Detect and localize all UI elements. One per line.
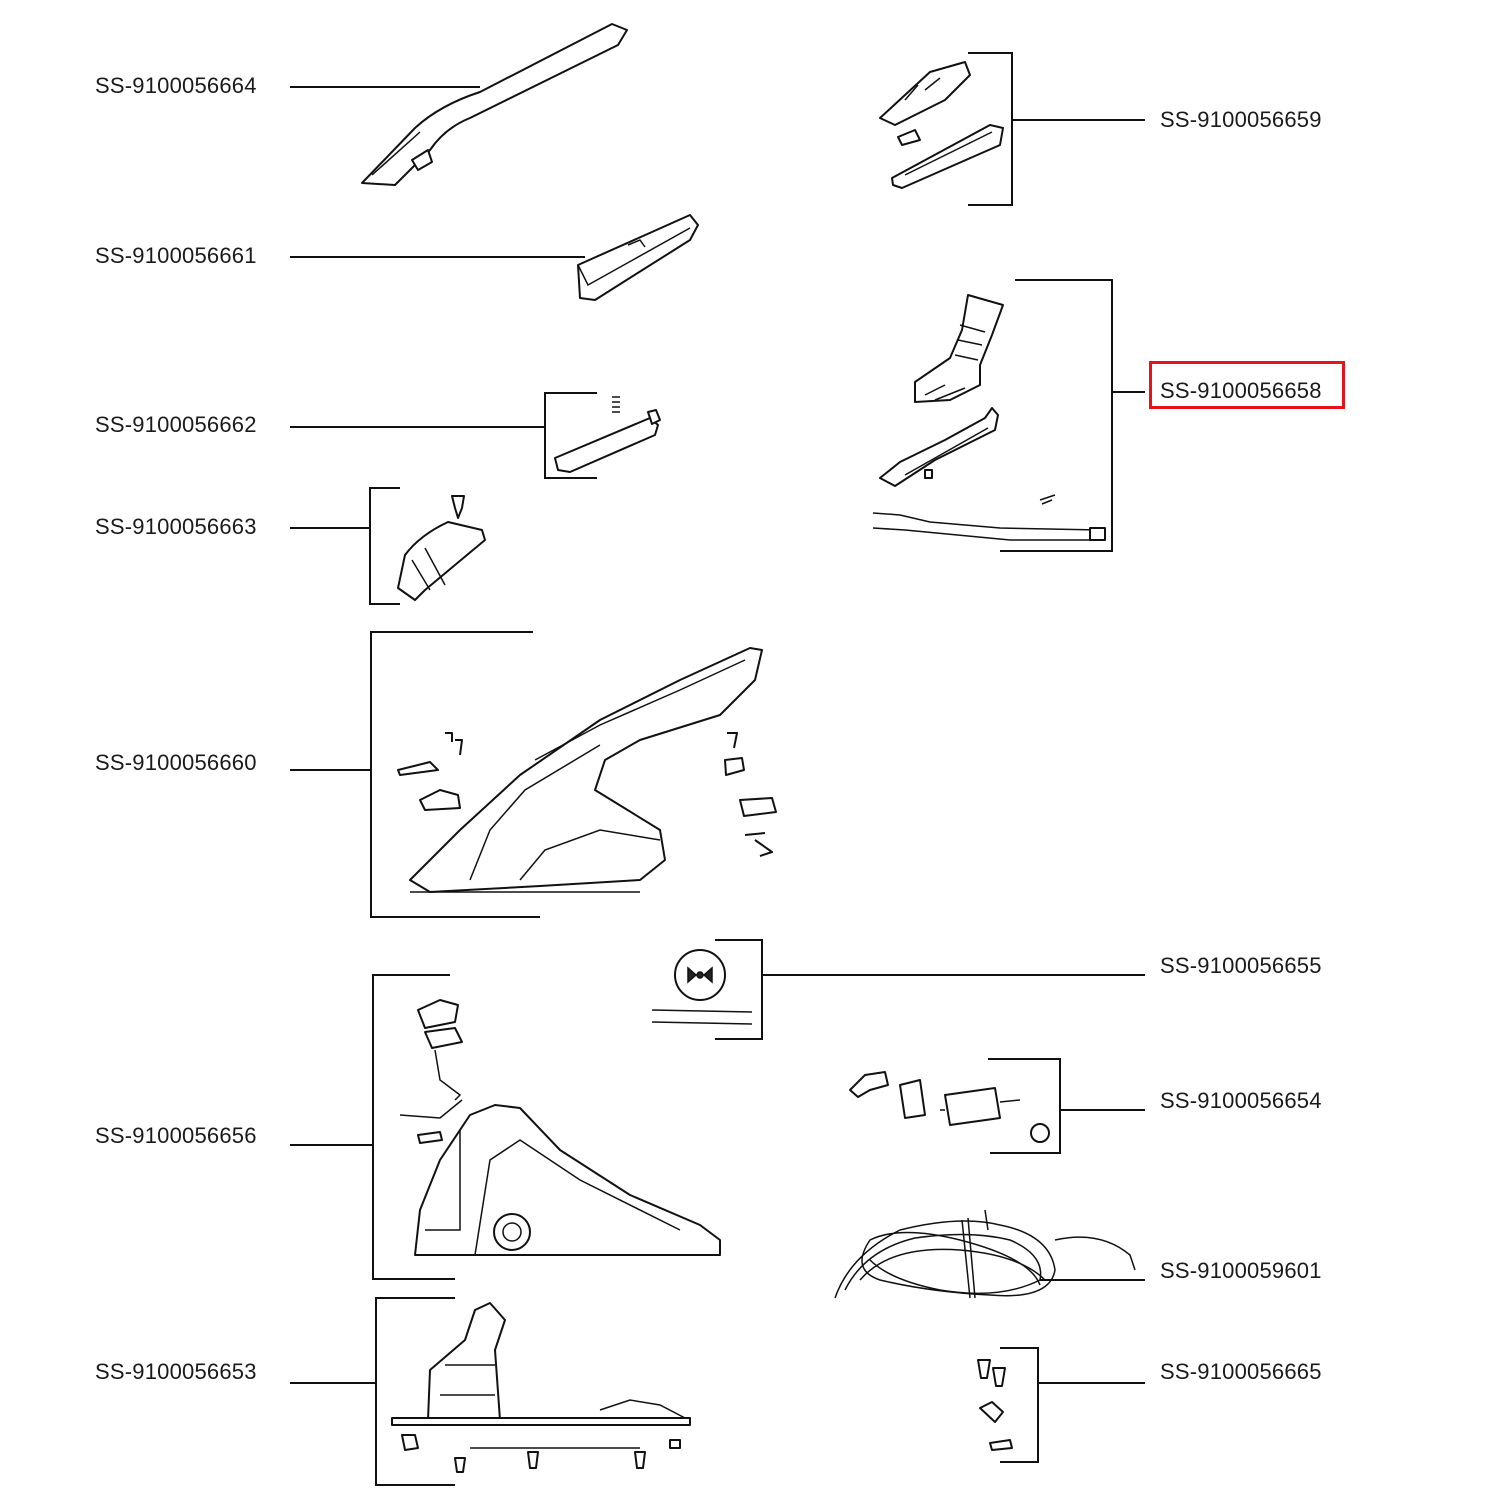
base-assembly-drawing — [400, 1000, 720, 1255]
part-label-9100056659[interactable]: SS-9100056659 — [1160, 107, 1322, 132]
part-label-9100056658[interactable]: SS-9100056658 — [1160, 378, 1322, 403]
front-cap-drawing — [398, 496, 485, 600]
part-label-9100056656[interactable]: SS-9100056656 — [95, 1123, 257, 1148]
valve-assembly-drawing — [873, 295, 1105, 540]
switch-assembly-drawing — [880, 62, 1003, 188]
part-label-9100056662[interactable]: SS-9100056662 — [95, 412, 257, 437]
part-label-9100056661[interactable]: SS-9100056661 — [95, 243, 257, 268]
housing-assembly-drawing — [398, 648, 776, 892]
base-plate-drawing — [392, 1303, 690, 1472]
trigger-drawing — [578, 215, 698, 300]
part-label-9100056653[interactable]: SS-9100056653 — [95, 1359, 257, 1384]
part-label-9100056663[interactable]: SS-9100056663 — [95, 514, 257, 539]
power-cord-drawing — [835, 1210, 1135, 1298]
handle-top-cover-drawing — [362, 24, 627, 185]
part-label-9100056665[interactable]: SS-9100056665 — [1160, 1359, 1322, 1384]
part-label-9100056654[interactable]: SS-9100056654 — [1160, 1088, 1322, 1113]
screws-drawing — [978, 1360, 1012, 1450]
lever-drawing — [555, 397, 660, 472]
part-label-9100056664[interactable]: SS-9100056664 — [95, 73, 257, 98]
part-label-9100059601[interactable]: SS-9100059601 — [1160, 1258, 1322, 1283]
knob-assembly-drawing — [652, 950, 752, 1024]
part-label-9100056655[interactable]: SS-9100056655 — [1160, 953, 1322, 978]
pump-assembly-drawing — [850, 1072, 1049, 1142]
part-label-9100056660[interactable]: SS-9100056660 — [95, 750, 257, 775]
